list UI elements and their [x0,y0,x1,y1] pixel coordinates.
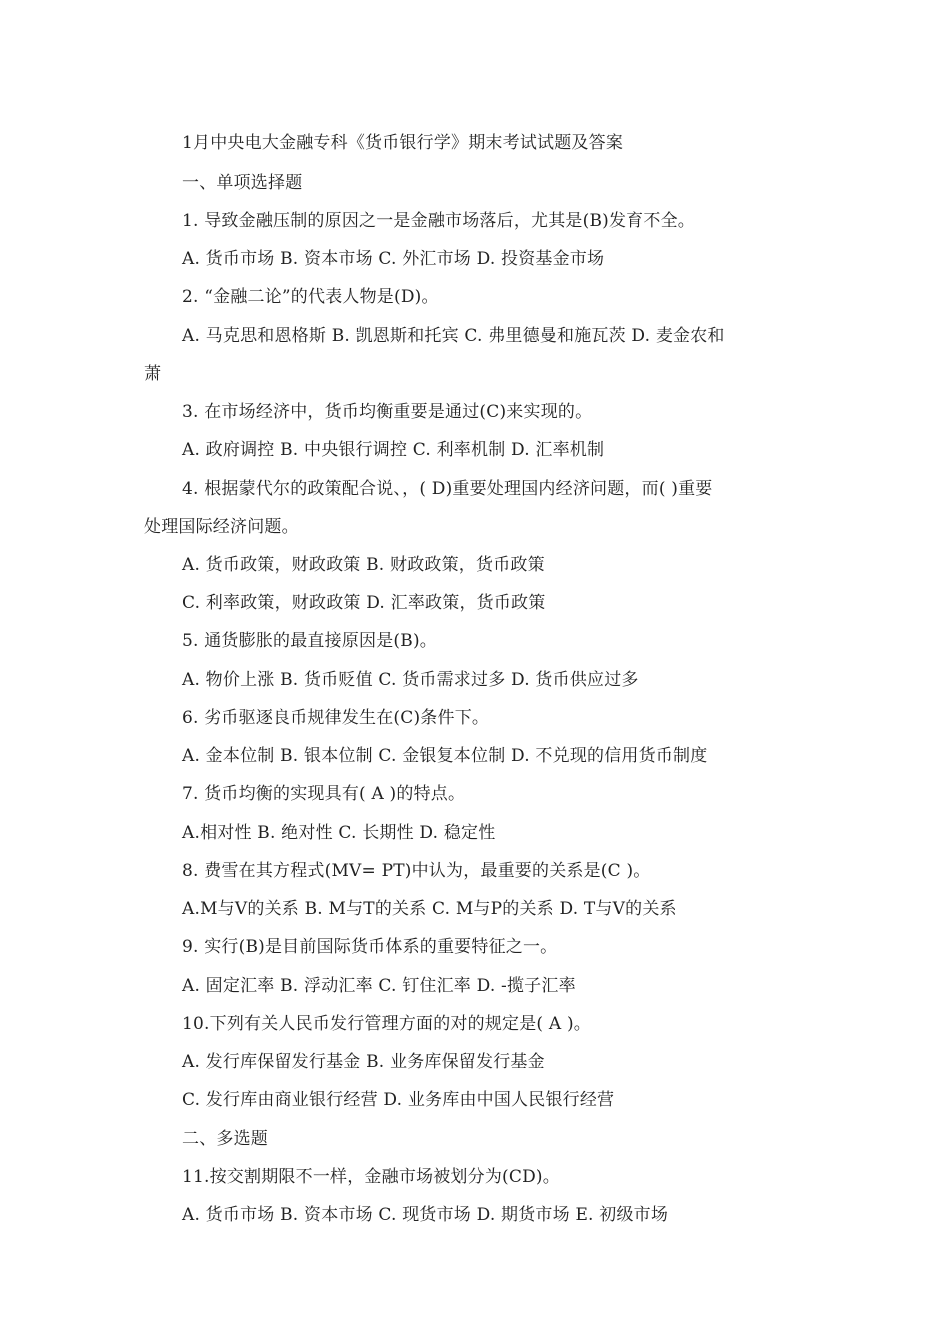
question-5-options: A. 物价上涨 B. 货币贬值 C. 货币需求过多 D. 货币供应过多 [182,670,639,690]
question-11-options: A. 货币市场 B. 资本市场 C. 现货市场 D. 期货市场 E. 初级市场 [182,1205,669,1225]
question-10-options-2: C. 发行库由商业银行经营 D. 业务库由中国人民银行经营 [182,1090,615,1110]
question-3-options: A. 政府调控 B. 中央银行调控 C. 利率机制 D. 汇率机制 [182,440,605,460]
question-4-options-2: C. 利率政策，财政政策 D. 汇率政策，货币政策 [182,593,546,613]
question-1: 1. 导致金融压制的原因之一是金融市场落后，尤其是(B)发育不全。 [182,211,695,231]
question-8: 8. 费雪在其方程式(MV= PT)中认为，最重要的关系是(C )。 [182,861,651,881]
question-6: 6. 劣币驱逐良币规律发生在(C)条件下。 [182,708,490,728]
question-4-options-1: A. 货币政策，财政政策 B. 财政政策，货币政策 [182,555,545,575]
section-heading-2: 二、多选题 [182,1129,268,1149]
question-4-cont: 处理国际经济问题。 [144,517,299,537]
question-3: 3. 在市场经济中，货币均衡重要是通过(C)来实现的。 [182,402,593,422]
question-5: 5. 通货膨胀的最直接原因是(B)。 [182,631,437,651]
question-11: 11.按交割期限不一样，金融市场被划分为(CD)。 [182,1167,560,1187]
question-1-options: A. 货币市场 B. 资本市场 C. 外汇市场 D. 投资基金市场 [182,249,605,269]
question-7-options: A.相对性 B. 绝对性 C. 长期性 D. 稳定性 [182,823,496,843]
question-7: 7. 货币均衡的实现具有( A )的特点。 [182,784,466,804]
question-4: 4. 根据蒙代尔的政策配合说、，( D)重要处理国内经济问题，而( )重要 [182,479,713,499]
question-2-options: A. 马克思和恩格斯 B. 凯恩斯和托宾 C. 弗里德曼和施瓦茨 D. 麦金农和 [182,326,725,346]
question-10-options-1: A. 发行库保留发行基金 B. 业务库保留发行基金 [182,1052,545,1072]
question-9-options: A. 固定汇率 B. 浮动汇率 C. 钉住汇率 D. -揽子汇率 [182,976,576,996]
question-8-options: A.M与V的关系 B. M与T的关系 C. M与P的关系 D. T与V的关系 [182,899,677,919]
question-2: 2. “金融二论”的代表人物是(D)。 [182,287,439,307]
question-10: 10.下列有关人民币发行管理方面的对的规定是( A )。 [182,1014,591,1034]
question-9: 9. 实行(B)是目前国际货币体系的重要特征之一。 [182,937,558,957]
question-6-options: A. 金本位制 B. 银本位制 C. 金银复本位制 D. 不兑现的信用货币制度 [182,746,708,766]
document-title: 1月中央电大金融专科《货币银行学》期末考试试题及答案 [182,133,624,153]
section-heading: 一、单项选择题 [182,173,303,193]
question-2-options-cont: 萧 [144,364,162,384]
